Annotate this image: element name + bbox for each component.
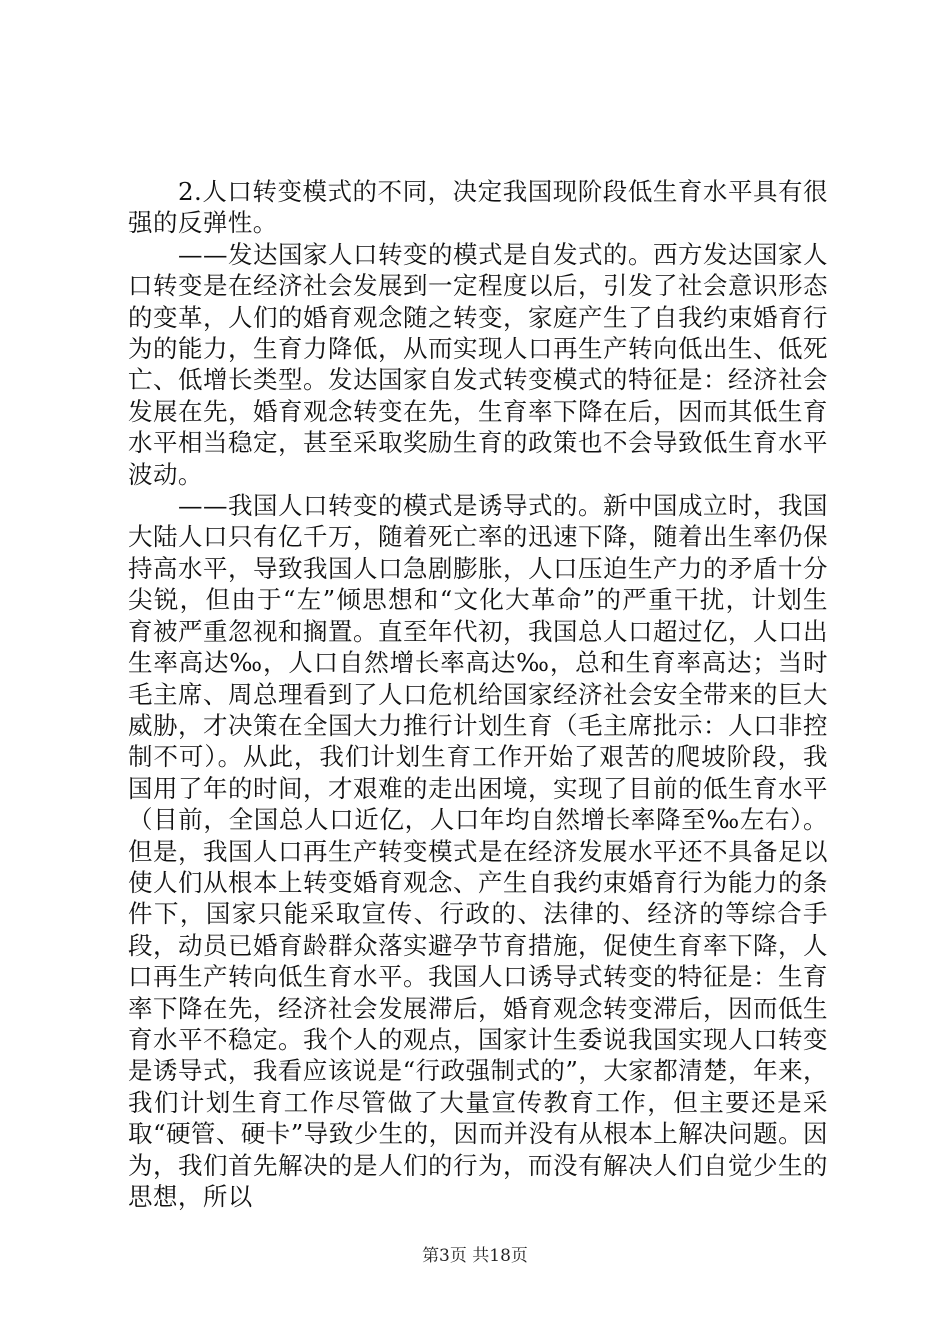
paragraph-china-model: ——我国人口转变的模式是诱导式的。新中国成立时，我国大陆人口只有亿千万，随着死亡率的迅速下降，随着出生率仍保持高水平，导致我国人口急剧膨胀，人口压迫生产力的矛盾十分尖锐，但由于“左”倾思想和“文化大革命”的严重干扰，计划生育被严重忽视和搁置。直至年代初，我国总人口超过亿，人口出生率高达‰，人口自然增长率高达‰，总和生育率高达；当时毛主席、周总理看到了人口危机给国家经济社会安全带来的巨大威胁，才决策在全国大力推行计划生育（毛主席批示：人口非控制不可）。从此，我们计划生育工作开始了艰苦的爬坡阶段，我国用了年的时间，才艰难的走出困境，实现了目前的低生育水平（目前，全国总人口近亿，人口年均自然增长率降至‰左右）。但是，我国人口再生产转变模式是在经济发展水平还不具备足以使人们从根本上转变婚育观念、产生自我约束婚育行为能力的条件下，国家只能采取宣传、行政的、法律的、经济的等综合手段，动员已婚育龄群众落实避孕节育措施，促使生育率下降，人口再生产转向低生育水平。我国人口诱导式转变的特征是：生育率下降在先，经济社会发展滞后，婚育观念转变滞后，因而低生育水平不稳定。我个人的观点，国家计生委说我国实现人口转变是诱导式，我看应该说是“行政强制式的”，大家都清楚，年来，我们计划生育工作尽管做了大量宣传教育工作，但主要还是采取“硬管、硬卡”导致少生的，因而并没有从根本上解决问题。因为，我们首先解决的是人们的行为，而没有解决人们自觉少生的思想，所以 (128, 491, 828, 1211)
page-number-footer: 第3页 共18页 (422, 1246, 528, 1266)
paragraph-section-heading: 2.人口转变模式的不同，决定我国现阶段低生育水平具有很强的反弹性。 (128, 177, 828, 238)
body-text (128, 176, 828, 1212)
paragraph-developed-countries: ——发达国家人口转变的模式是自发式的。西方发达国家人口转变是在经济社会发展到一定程度以后，引发了社会意识形态的变革，人们的婚育观念随之转变，家庭产生了自我约束婚育行为的能力，生育力降低，从而实现人口再生产转向低出生、低死亡、低增长类型。发达国家自发式转变模式的特征是：经济社会发展在先，婚育观念转变在先，生育率下降在后，因而其低生育水平相当稳定，甚至采取奖励生育的政策也不会导致低生育水平波动。 (128, 239, 828, 489)
